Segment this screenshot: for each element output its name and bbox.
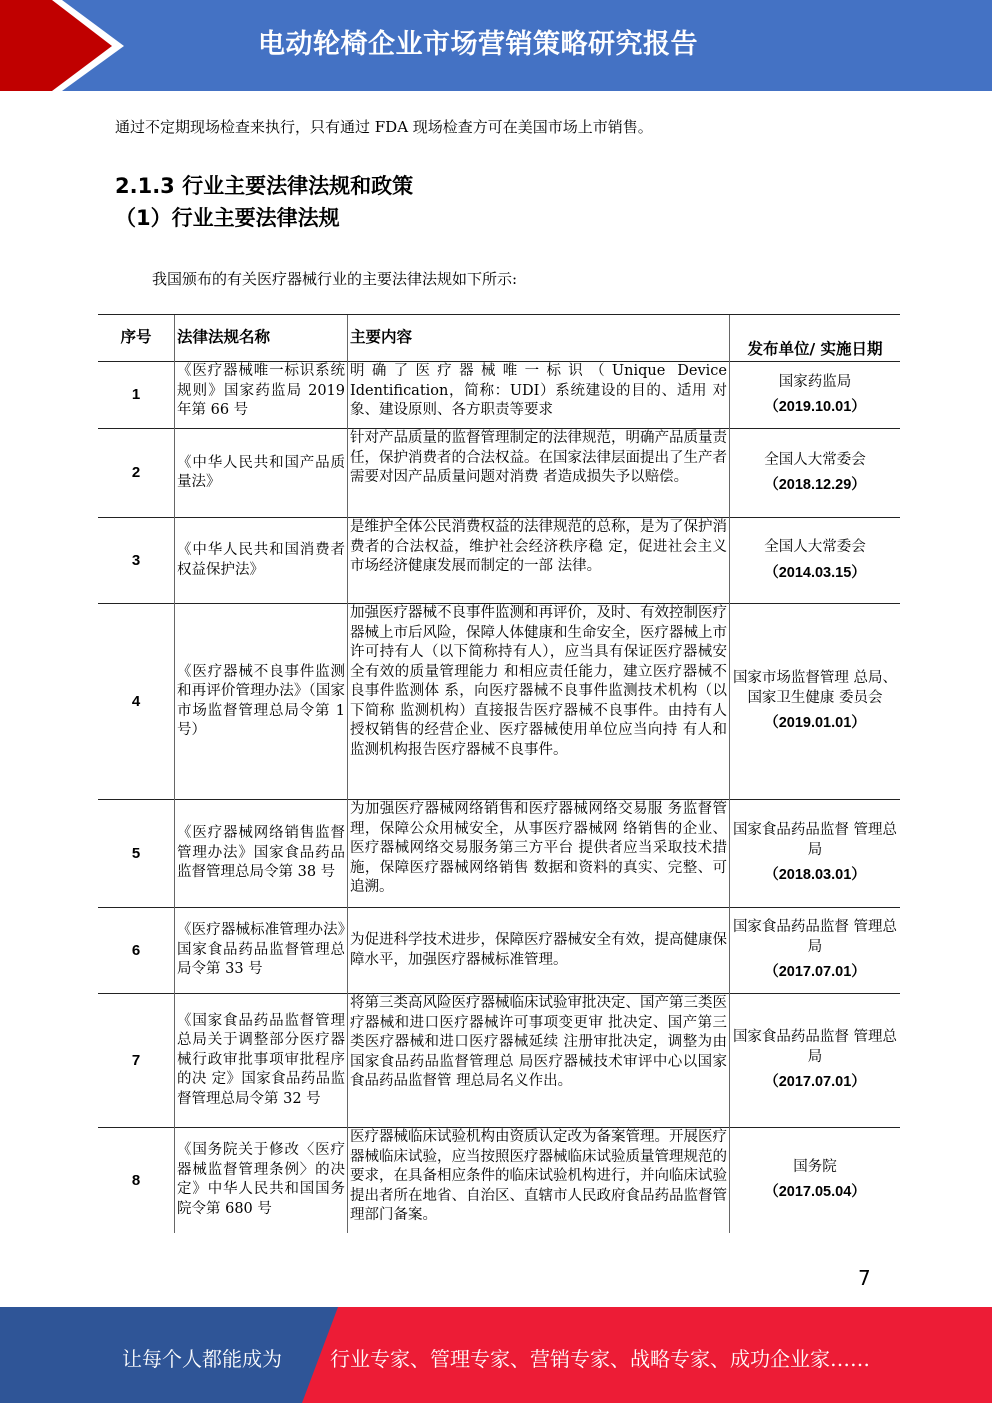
row-no: 2 — [98, 429, 175, 518]
row-no: 3 — [98, 518, 175, 604]
section-heading: 2.1.3 行业主要法律法规和政策 — [115, 174, 414, 198]
row-content: 加强医疗器械不良事件监测和再评价，及时、有效控制医疗器械上市后风险，保障人体健康和生命安全，医疗器械上市许可持有人（以下简称持有人），应当具有保证医疗器械安全有效的质量管理能力 和相应责任能力，建立医疗器械不良事件监测体 系，向医疗器械不良事件监测技术机构（以下简称 监测机构）直接报告医疗器械不良事件。由持有人 授权销售的经营企业、医疗器械使用单位应当向持 有人和监测机构报告医疗器械不良事件。 — [348, 604, 730, 800]
footer-slogan-left: 让每个人都能成为 — [122, 1347, 282, 1371]
issue-date: （2018.12.29） — [764, 477, 866, 493]
row-content: 为加强医疗器械网络销售和医疗器械网络交易服 务监督管理，保障公众用械安全，从事医疗器械网 络销售的企业、医疗器械网络交易服务第三方平台 提供者应当采取技术措施，保障医疗器械网络销售 数据和资料的真实、完整、可追溯。 — [348, 800, 730, 908]
table-row — [98, 604, 900, 800]
footer-banner — [0, 1307, 992, 1403]
row-name: 《中华人民共和国产品质量法》 — [175, 429, 348, 518]
lead-paragraph: 我国颁布的有关医疗器械行业的主要法律法规如下所示: — [152, 270, 518, 288]
issuer-name: 全国人大常委会 — [764, 539, 866, 555]
table-row — [98, 429, 900, 518]
header-issuer: 发布单位/ 实施日期 — [730, 315, 901, 362]
laws-table — [98, 314, 900, 1233]
row-name: 《国务院关于修改〈医疗器械监督管理条例〉的决定》中华人民共和国国务院令第 680 号 — [175, 1128, 348, 1233]
issue-date: （2019.01.01） — [764, 715, 866, 732]
issue-date: （2019.10.01） — [764, 399, 866, 415]
table-row — [98, 994, 900, 1128]
row-issuer — [730, 994, 901, 1128]
row-issuer — [730, 1128, 901, 1233]
row-issuer — [730, 604, 901, 800]
row-name: 《中华人民共和国消费者权益保护法》 — [175, 518, 348, 604]
issuer-name: 国家食品药品监督 管理总局 — [732, 919, 898, 955]
row-issuer — [730, 908, 901, 994]
table-row — [98, 518, 900, 604]
issue-date: （2017.07.01） — [764, 964, 866, 981]
table-row — [98, 362, 900, 429]
row-name: 《医疗器械网络销售监督管理办法》国家食品药品监督管理总局令第 38 号 — [175, 800, 348, 908]
header-no: 序号 — [98, 315, 175, 362]
table-row — [98, 1128, 900, 1233]
row-name: 《医疗器械标准管理办法》国家食品药品监督管理总局令第 33 号 — [175, 908, 348, 994]
issuer-name: 国家药监局 — [778, 373, 852, 390]
row-issuer — [730, 800, 901, 908]
row-content: 为促进科学技术进步，保障医疗器械安全有效，提高健康保障水平，加强医疗器械标准管理。 — [348, 908, 730, 994]
header-content: 主要内容 — [348, 315, 730, 362]
issuer-name: 国家食品药品监督 管理总局 — [732, 822, 898, 858]
issue-date: （2018.03.01） — [764, 867, 866, 884]
row-name: 《国家食品药品监督管理总局关于调整部分医疗器械行政审批事项审批程序的决 定》国家食品药品监 督管理总局令第 32 号 — [175, 994, 348, 1128]
row-content: 明确了医疗器械唯一标识（Unique Device Identification，简称：UDI）系统建设的目的、适用 对象、建设原则、各方职责等要求 — [348, 362, 730, 429]
issue-date: （2014.03.15） — [764, 564, 866, 581]
page-number: 7 — [858, 1266, 871, 1290]
footer-slogan-right: 行业专家、管理专家、营销专家、战略专家、成功企业家…… — [330, 1347, 870, 1371]
row-no: 8 — [98, 1128, 175, 1233]
row-no: 6 — [98, 908, 175, 994]
issue-date: （2017.05.04） — [764, 1184, 866, 1201]
row-issuer — [730, 362, 901, 429]
row-content: 医疗器械临床试验机构由资质认定改为备案管理。开展医疗器械临床试验，应当按照医疗器械临床试验质量管理规范的要求，在具备相应条件的临床试验机构进行，并向临床试验提出者所在地省、自治区、直辖市人民政府食品药品监督管理部门备案。 — [348, 1128, 730, 1233]
issuer-name: 全国人大常委会 — [764, 451, 866, 468]
chevron-arrow-icon — [0, 0, 200, 91]
row-no: 1 — [98, 362, 175, 429]
sub-heading: （1）行业主要法律法规 — [115, 206, 340, 230]
header-name: 法律法规名称 — [175, 315, 348, 362]
row-no: 5 — [98, 800, 175, 908]
row-issuer — [730, 429, 901, 518]
row-content: 是维护全体公民消费权益的法律规范的总称，是为了保护消费者的合法权益，维护社会经济秩序稳 定，促进社会主义市场经济健康发展而制定的一部 法律。 — [348, 518, 730, 604]
header-banner — [0, 0, 992, 91]
row-no: 7 — [98, 994, 175, 1128]
row-name: 《医疗器械不良事件监测和再评价管理办法》（国家市场监督管理总局令第 1 号） — [175, 604, 348, 800]
table-row — [98, 800, 900, 908]
issuer-name: 国家市场监督管理 总局、国家卫生健康 委员会 — [732, 670, 898, 706]
table-row — [98, 908, 900, 994]
row-issuer — [730, 518, 901, 604]
report-title: 电动轮椅企业市场营销策略研究报告 — [258, 29, 698, 60]
issue-date: （2017.07.01） — [764, 1074, 866, 1091]
table-header-row — [98, 315, 900, 362]
row-no: 4 — [98, 604, 175, 800]
issuer-name: 国家食品药品监督 管理总局 — [732, 1029, 898, 1065]
row-content: 将第三类高风险医疗器械临床试验审批决定、国产第三类医疗器械和进口医疗器械许可事项变更审 批决定、国产第三类医疗器械和进口医疗器械延续 注册审批决定，调整为由国家食品药品监督管理总 局医疗器械技术审评中心以国家食品药品监督管 理总局名义作出。 — [348, 994, 730, 1128]
issuer-name: 国务院 — [793, 1158, 837, 1175]
intro-paragraph: 通过不定期现场检查来执行，只有通过 FDA 现场检查方可在美国市场上市销售。 — [115, 118, 653, 136]
row-content: 针对产品质量的监督管理制定的法律规范，明确产品质量责任，保护消费者的合法权益。在国家法律层面提出了生产者需要对因产品质量问题对消费 者造成损失予以赔偿。 — [348, 429, 730, 518]
row-name: 《医疗器械唯一标识系统规则》国家药监局 2019 年第 66 号 — [175, 362, 348, 429]
